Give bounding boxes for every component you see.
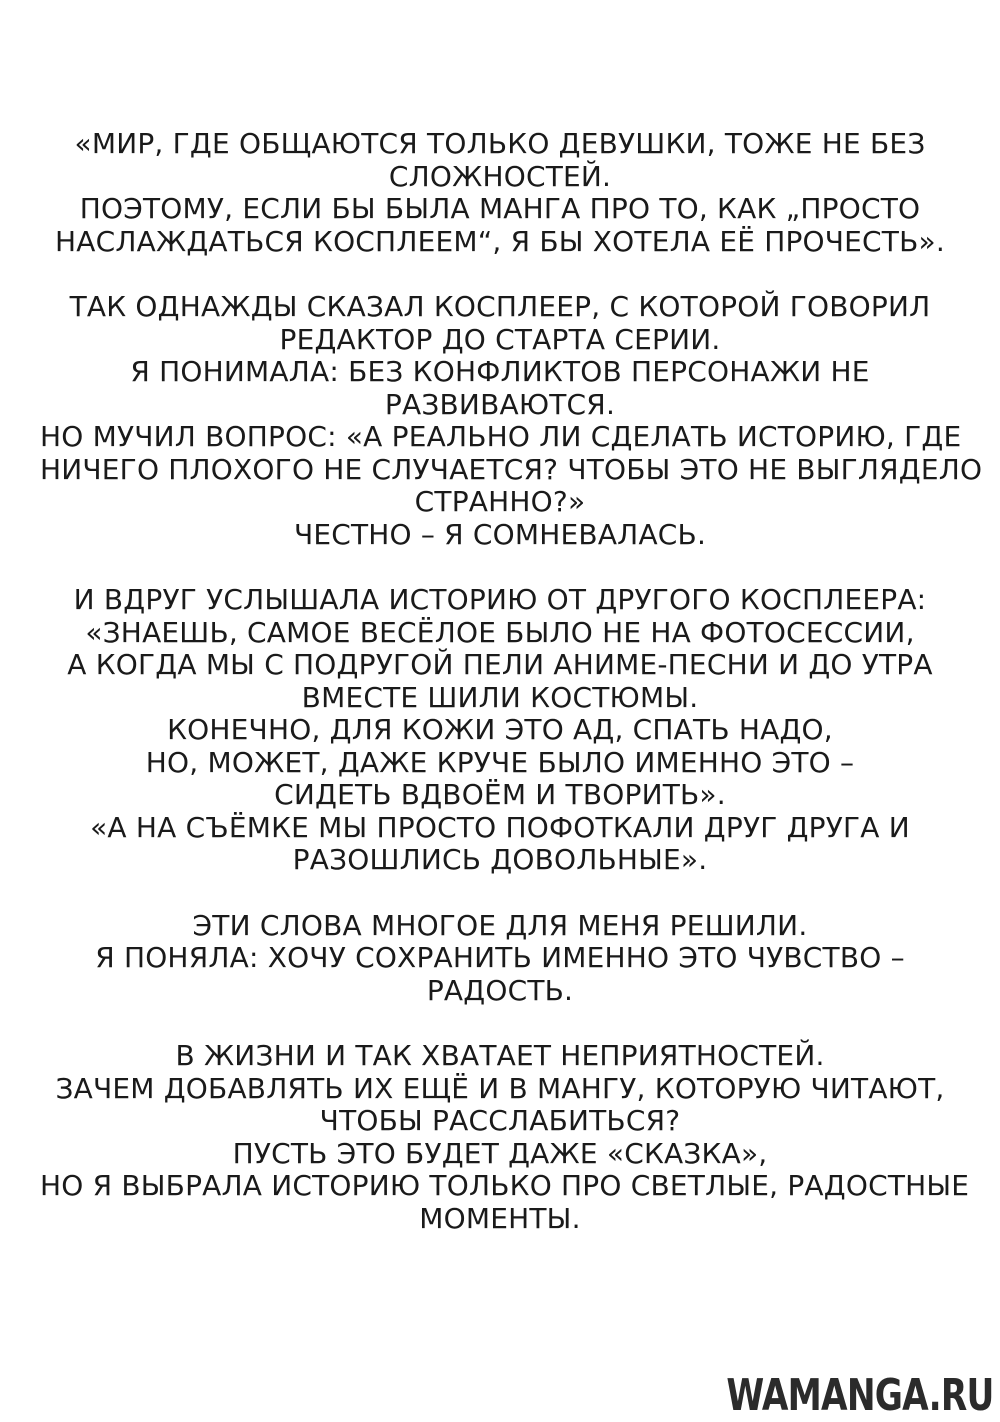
paragraph-1 — [40, 128, 960, 258]
text-line: ТАК ОДНАЖДЫ СКАЗАЛ КОСПЛЕЕР, С КОТОРОЙ ГОВОРИЛ — [69, 290, 931, 323]
paragraph-3 — [40, 584, 960, 877]
afterword-text — [40, 127, 983, 1268]
text-line: СЛОЖНОСТЕЙ. — [388, 159, 612, 193]
paragraph-2 — [40, 290, 983, 551]
text-line: ПОЭТОМУ, ЕСЛИ БЫ БЫЛА МАНГА ПРО ТО, КАК „ПРОСТО — [79, 192, 921, 225]
text-line: РАЗОШЛИСЬ ДОВОЛЬНЫЕ». — [292, 843, 708, 876]
text-line: ЗАЧЕМ ДОБАВЛЯТЬ ИХ ЕЩЁ И В МАНГУ, КОТОРУЮ ЧИТАЮТ, — [55, 1071, 945, 1105]
text-line: ЧЕСТНО – Я СОМНЕВАЛАСЬ. — [293, 517, 707, 551]
text-line: ПУСТЬ ЭТО БУДЕТ ДАЖЕ «СКАЗКА», — [232, 1136, 768, 1170]
text-line: «А НА СЪЁМКЕ МЫ ПРОСТО ПОФОТКАЛИ ДРУГ ДРУГА И — [90, 810, 910, 844]
text-line: А КОГДА МЫ С ПОДРУГОЙ ПЕЛИ АНИМЕ-ПЕСНИ И ДО УТРА — [67, 648, 933, 681]
text-line: РАЗВИВАЮТСЯ. — [384, 387, 616, 421]
text-line: ЧТОБЫ РАССЛАБИТЬСЯ? — [319, 1104, 681, 1137]
text-line: КОНЕЧНО, ДЛЯ КОЖИ ЭТО АД, СПАТЬ НАДО, — [167, 713, 833, 746]
text-line: Я ПОНИМАЛА: БЕЗ КОНФЛИКТОВ ПЕРСОНАЖИ НЕ — [130, 355, 870, 388]
text-line: «ЗНАЕШЬ, САМОЕ ВЕСЁЛОЕ БЫЛО НЕ НА ФОТОСЕССИИ, — [85, 615, 915, 649]
text-line: В ЖИЗНИ И ТАК ХВАТАЕТ НЕПРИЯТНОСТЕЙ. — [175, 1039, 825, 1072]
text-line: НО Я ВЫБРАЛА ИСТОРИЮ ТОЛЬКО ПРО СВЕТЛЫЕ, РАДОСТНЫЕ — [40, 1169, 970, 1202]
text-line: «МИР, ГДЕ ОБЩАЮТСЯ ТОЛЬКО ДЕВУШКИ, ТОЖЕ НЕ БЕЗ — [74, 127, 926, 160]
text-line: НО МУЧИЛ ВОПРОС: «А РЕАЛЬНО ЛИ СДЕЛАТЬ ИСТОРИЮ, ГДЕ — [40, 420, 962, 453]
paragraph-4 — [40, 910, 960, 1008]
text-line: ЭТИ СЛОВА МНОГОЕ ДЛЯ МЕНЯ РЕШИЛИ. — [192, 908, 808, 942]
text-line: НО, МОЖЕТ, ДАЖЕ КРУЧЕ БЫЛО ИМЕННО ЭТО – — [145, 745, 855, 779]
text-line: МОМЕНТЫ. — [419, 1201, 581, 1235]
text-line: РЕДАКТОР ДО СТАРТА СЕРИИ. — [279, 322, 721, 356]
text-line: Я ПОНЯЛА: ХОЧУ СОХРАНИТЬ ИМЕННО ЭТО ЧУВСТВО – — [95, 941, 905, 974]
text-line: НИЧЕГО ПЛОХОГО НЕ СЛУЧАЕТСЯ? ЧТОБЫ ЭТО НЕ ВЫГЛЯДЕЛО — [40, 452, 983, 486]
site-watermark: WAMANGA.RU — [726, 1370, 994, 1421]
text-line: РАДОСТЬ. — [426, 973, 574, 1007]
text-line: НАСЛАЖДАТЬСЯ КОСПЛЕЕМ“, Я БЫ ХОТЕЛА ЕЁ ПРОЧЕСТЬ». — [55, 224, 945, 258]
paragraph-5 — [40, 1039, 970, 1235]
text-line: СИДЕТЬ ВДВОЁМ И ТВОРИТЬ». — [274, 778, 726, 811]
text-line: И ВДРУГ УСЛЫШАЛА ИСТОРИЮ ОТ ДРУГОГО КОСПЛЕЕРА: — [73, 583, 927, 616]
text-line: СТРАННО?» — [414, 485, 586, 518]
text-line: ВМЕСТЕ ШИЛИ КОСТЮМЫ. — [301, 680, 699, 714]
